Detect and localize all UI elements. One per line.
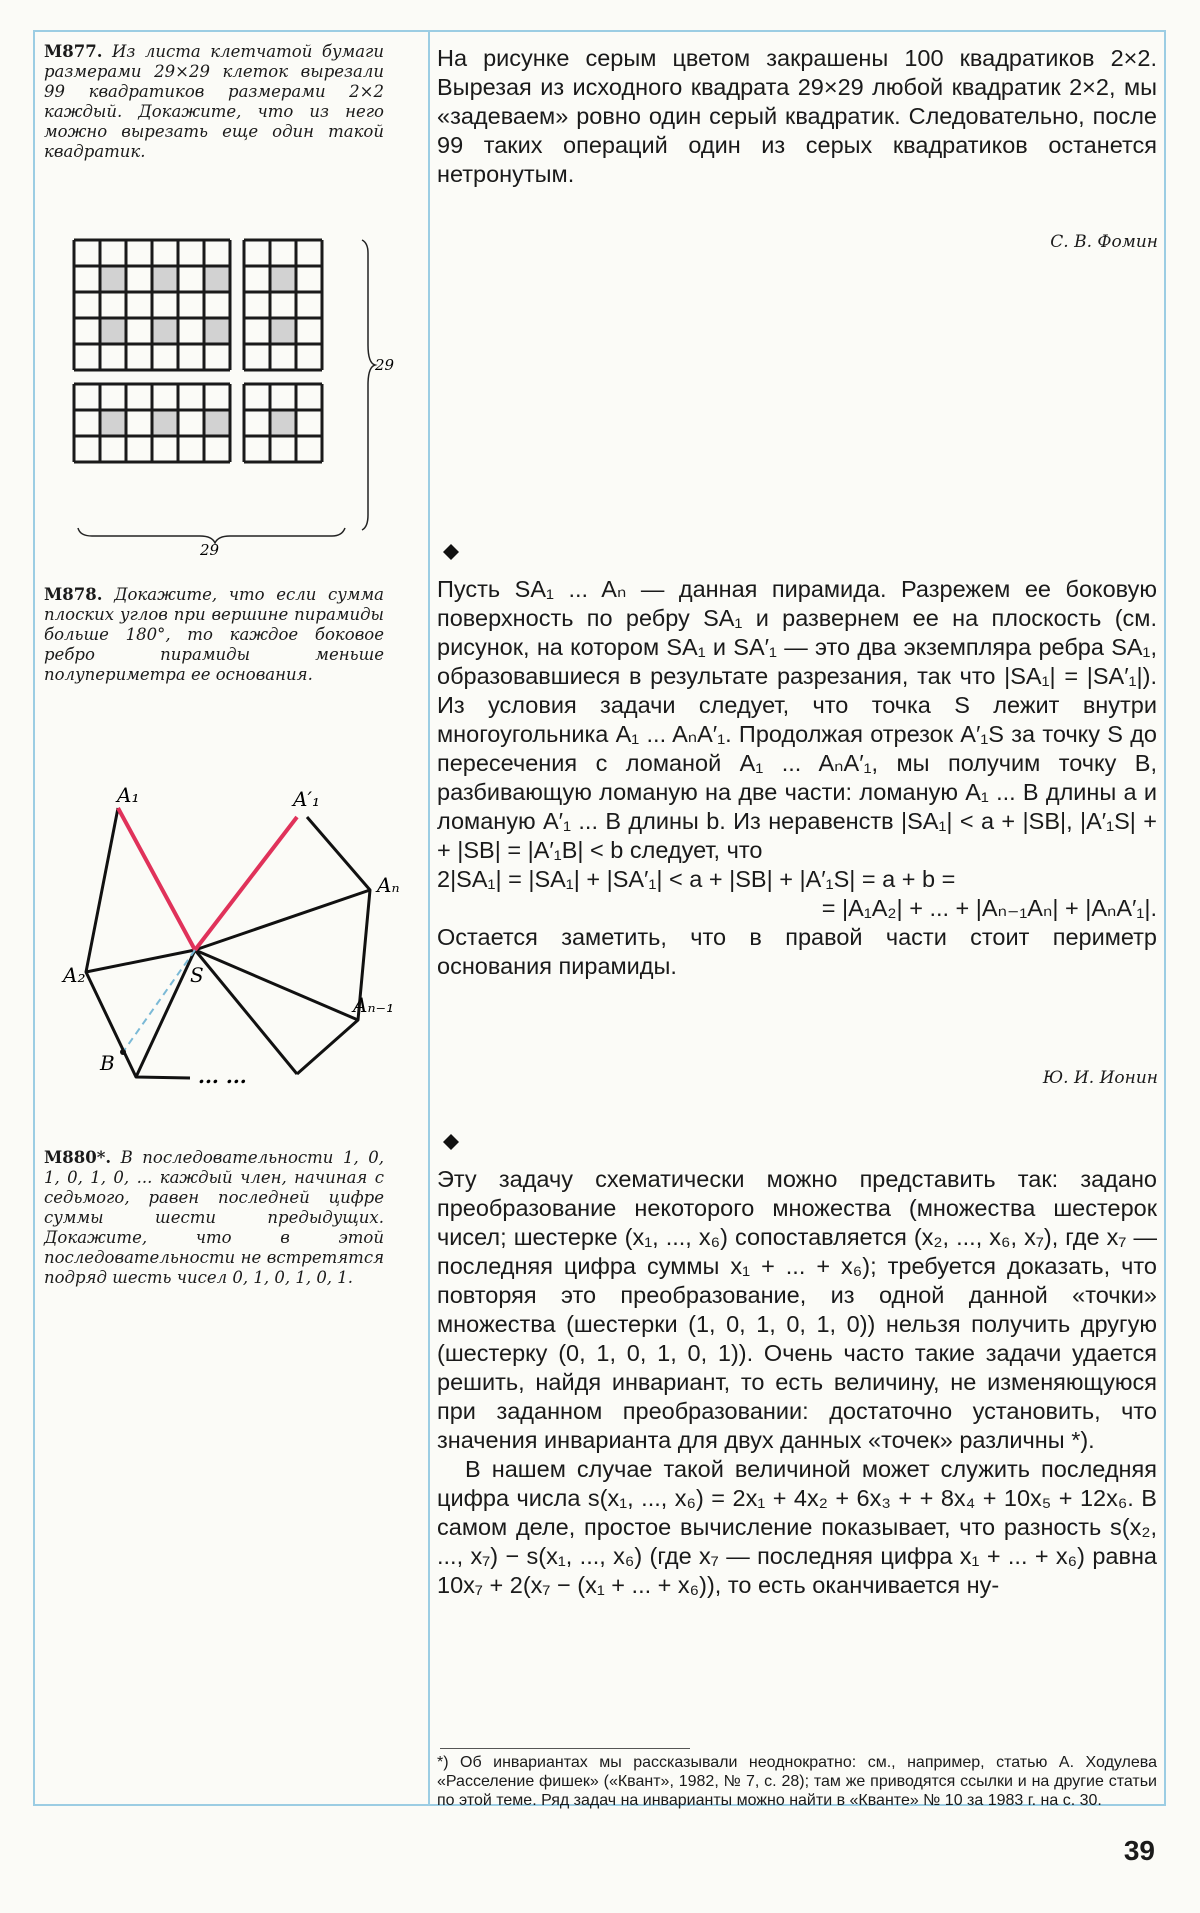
footnote-rule — [440, 1748, 690, 1749]
m880-solution-p1: Эту задачу схематически можно представить так: задано преобразование некоторого множества (множества шестерок чисел; шестерке (x₁, ..., x₆) сопоставляется (x₂, ..., x₆, x₇), где x₇ — последняя цифра суммы x₁ + ... + x₆); требуется доказать, что повторяя это преобразование, из одной данной «точки» множества (шестерки (1, 0, 1, 0, 1, 0)) нельзя получить другую (шестерку (0, 1, 0, 1, 0, 1)). Очень часто такие задачи удается решить, найдя инвариант, то есть величину, не изменяющуюся при заданном преобразовании: достаточно установить, что значения инварианта для двух данных «точек» различны *). — [437, 1166, 1157, 1453]
m878-formula-line2: = |A₁A₂| + ... + |Aₙ₋₁Aₙ| + |AₙA′₁|. — [821, 895, 1157, 921]
m878-number: M878. — [44, 585, 103, 604]
column-divider — [428, 30, 430, 1806]
m878-solution — [437, 575, 1157, 981]
label-b: B — [100, 1051, 115, 1075]
dashed-extension — [123, 950, 195, 1052]
gray-cell — [270, 266, 296, 292]
diamond-icon — [442, 543, 460, 561]
label-a1-prime: A′₁ — [293, 787, 321, 811]
grid-bottom-label: 29 — [200, 541, 220, 559]
m878-author: Ю. И. Ионин — [1042, 1068, 1158, 1088]
grid-side-label: 29 — [375, 356, 395, 374]
m880-statement-text: В последовательности 1, 0, 1, 0, 1, 0, ... каждый член, начиная с седьмого, равен последней цифре суммы шести предыдущих. Докажите, что в этой последовательности не встретятся подряд шесть чисел 0, 1, 0, 1, 0, 1. — [44, 1148, 384, 1287]
m877-solution-text: На рисунке серым цветом закрашены 100 квадратиков 2×2. Вырезая из исходного квадрата 29×29 любой квадратик 2×2, мы «задеваем» ровно один серый квадратик. Следовательно, после 99 таких операций один из серых квадратиков останется нетронутым. — [437, 45, 1157, 187]
label-a1: A₁ — [117, 783, 140, 807]
label-a2: A₂ — [63, 963, 86, 987]
label-dots: ... ... — [198, 1064, 247, 1088]
m878-solution-p2: Остается заметить, что в правой части стоит периметр основания пирамиды. — [437, 924, 1157, 979]
m880-statement — [44, 1148, 384, 1288]
gray-cell — [100, 410, 126, 436]
m880-number: M880*. — [44, 1148, 112, 1167]
m878-pyramid-figure — [55, 780, 405, 1100]
edge-s-a — [195, 950, 297, 1074]
m878-solution-p1: Пусть SA₁ ... Aₙ — данная пирамида. Разрежем ее боковую поверхность по ребру SA₁ и развернем ее на плоскость (см. рисунок, на котором SA₁ и SA′₁ — это два экземпляра ребра SA₁, образовавшиеся в результате разрезания, так что |SA₁| = |SA′₁|). Из условия задачи следует, что точка S лежит внутри многоугольника A₁ ... AₙA′₁. Продолжая отрезок A′₁S за точку S до пересечения с ломаной A₁ ... AₙA′₁, мы получим точку B, разбивающую ломаную на две части: ломаную A₁ ... B длины a и ломаную A′₁ ... B длины b. Из неравенств |SA₁| < a + |SB|, |A′₁S| + + |SB| = |A′₁B| < b следует, что — [437, 576, 1157, 863]
pyramid-base-right — [297, 817, 370, 1074]
edge-s-a2 — [86, 950, 195, 972]
edge-s-an — [195, 890, 370, 950]
gray-cell — [100, 266, 126, 292]
gray-cell — [204, 318, 230, 344]
m877-statement-text: Из листа клетчатой бумаги размерами 29×29 клеток вырезали 99 квадратиков размерами 2×2 каждый. Докажите, что из него можно вырезать еще один такой квадратик. — [44, 42, 384, 161]
gray-cell — [270, 318, 296, 344]
m877-statement — [44, 42, 384, 162]
m880-solution — [437, 1165, 1157, 1600]
gray-cell — [152, 266, 178, 292]
edge-s-a1 — [118, 808, 195, 950]
footnote: *) Об инвариантах мы рассказывали неоднократно: см., например, статью А. Ходулева «Расселение фишек» («Квант», 1982, № 7, с. 28); там же приводятся ссылки и на другие статьи по этой теме. Ряд задач на инварианты можно найти в «Кванте» № 10 за 1983 г. на с. 30. — [437, 1754, 1157, 1809]
label-an1: Aₙ₋₁ — [353, 993, 395, 1017]
m877-number: M877. — [44, 42, 103, 61]
label-s: S — [190, 963, 204, 987]
brace-right — [362, 240, 375, 530]
edge-s-an1 — [195, 950, 358, 1020]
gray-cell — [204, 266, 230, 292]
gray-cell — [100, 318, 126, 344]
gray-cell — [270, 410, 296, 436]
label-an: Aₙ — [377, 873, 400, 897]
gray-cell — [152, 410, 178, 436]
m878-statement — [44, 585, 384, 685]
edge-s-a0 — [136, 950, 195, 1077]
gray-cell — [204, 410, 230, 436]
page-number: 39 — [1123, 1835, 1155, 1866]
edge-s-a1-prime — [195, 817, 297, 950]
gray-cell — [152, 318, 178, 344]
m880-solution-p2: В нашем случае такой величиной может служить последняя цифра числа s(x₁, ..., x₆) = 2x₁ + 4x₂ + 6x₃ + + 8x₄ + 10x₅ + 12x₆. В самом деле, простое вычисление показывает, что разность s(x₂, ..., x₇) − s(x₁, ..., x₆) (где x₇ — последняя цифра x₁ + ... + x₆) равна 10x₇ + 2(x₇ − (x₁ + ... + x₆)), то есть оканчивается ну- — [437, 1456, 1157, 1598]
m878-formula-line1: 2|SA₁| = |SA₁| + |SA′₁| < a + |SB| + |A′₁S| = a + b = — [437, 866, 956, 892]
m877-grid-figure — [60, 225, 400, 560]
point-b — [120, 1049, 126, 1055]
m877-author: С. В. Фомин — [1050, 232, 1158, 252]
m878-statement-text: Докажите, что если сумма плоских углов при вершине пирамиды больше 180°, то каждое боковое ребро пирамиды меньше полупериметра ее основания. — [44, 585, 384, 684]
diamond-icon — [442, 1133, 460, 1151]
m877-solution — [437, 44, 1157, 189]
